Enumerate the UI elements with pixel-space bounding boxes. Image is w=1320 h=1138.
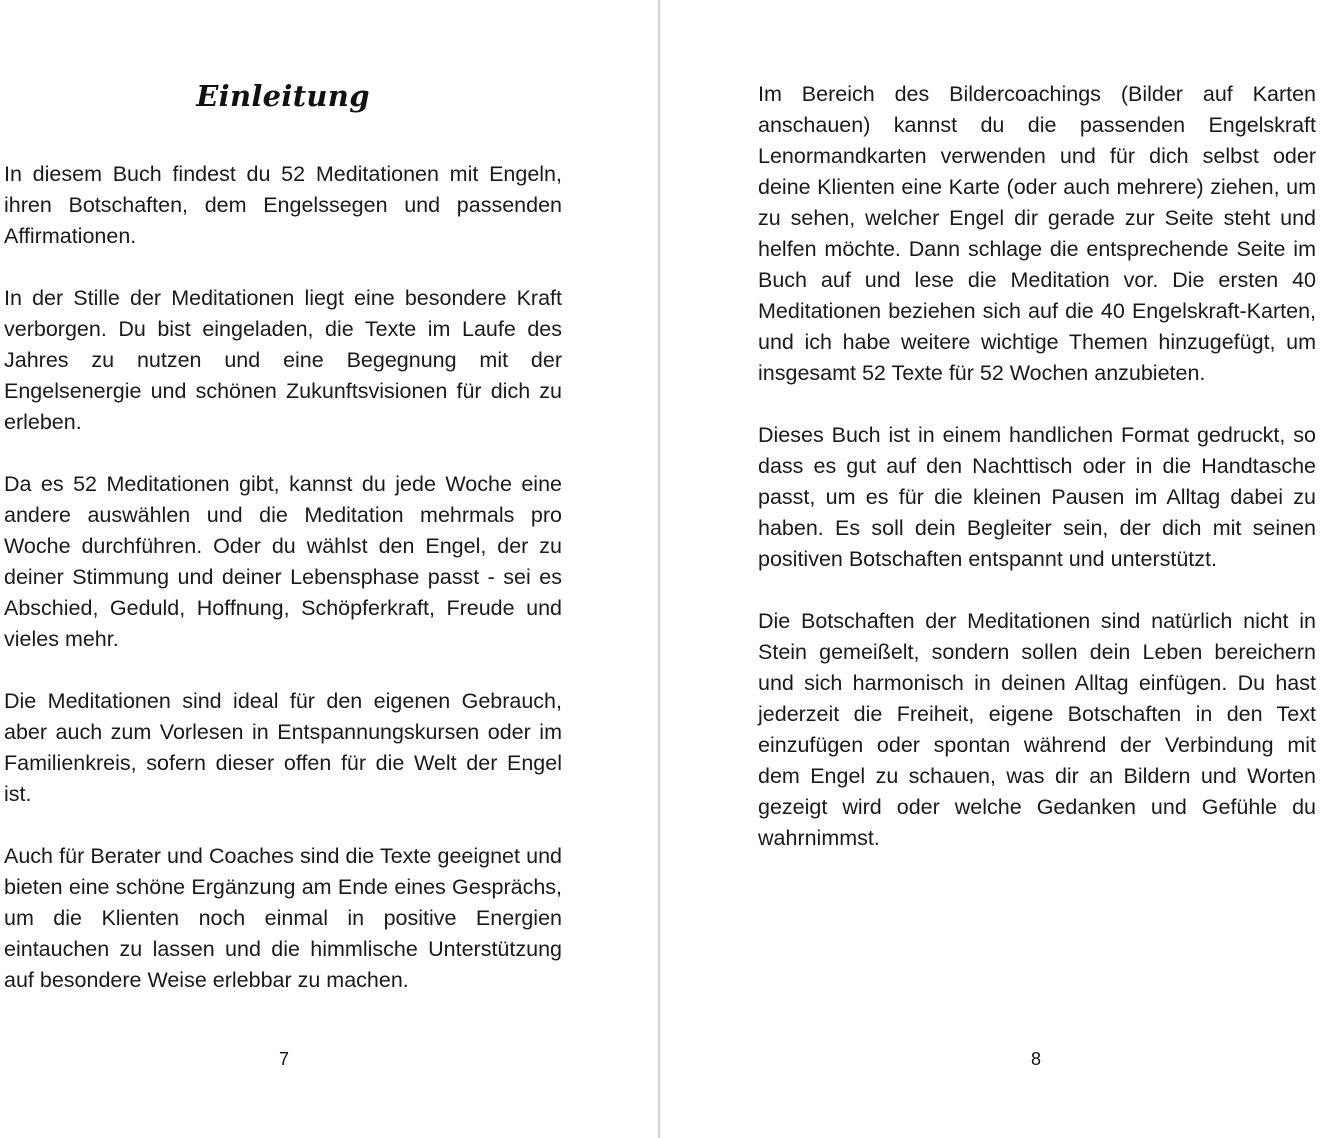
- right-page-body: [758, 79, 1316, 885]
- paragraph: In diesem Buch findest du 52 Meditationen mit Engeln, ihren Botschaften, dem Engelssegen und passenden Affirmationen.: [4, 162, 562, 248]
- paragraph: Auch für Berater und Coaches sind die Texte geeignet und bieten eine schöne Ergänzung am Ende eines Gesprächs, um die Klienten noch einmal in positive Energien eintauchen zu lassen und die himmlische Unterstützung auf besondere Weise erlebbar zu machen.: [4, 844, 562, 992]
- page-number-left: 7: [278, 1049, 289, 1069]
- left-page-body: [4, 159, 562, 1027]
- paragraph: Die Meditationen sind ideal für den eigenen Gebrauch, aber auch zum Vorlesen in Entspannungskursen oder im Familienkreis, sofern dieser offen für die Welt der Engel ist.: [4, 689, 562, 806]
- page-divider: [658, 0, 660, 1138]
- paragraph: Im Bereich des Bildercoachings (Bilder auf Karten anschauen) kannst du die passenden Engelskraft Lenormandkarten verwenden und für dich selbst oder deine Klienten eine Karte (oder auch mehrere) ziehen, um zu sehen, welcher Engel dir gerade zur Seite steht und helfen möchte. Dann schlage die entsprechende Seite im Buch auf und lese die Meditation vor. Die ersten 40 Meditationen beziehen sich auf die 40 Engelskraft-Karten, und ich habe weitere wichtige Themen hinzugefügt, um insgesamt 52 Texte für 52 Wochen anzubieten.: [758, 82, 1316, 385]
- chapter-title: Einleitung: [196, 79, 370, 113]
- paragraph: Da es 52 Meditationen gibt, kannst du jede Woche eine andere auswählen und die Meditation mehrmals pro Woche durchführen. Oder du wählst den Engel, der zu deiner Stimmung und deiner Lebensphase passt - sei es Abschied, Geduld, Hoffnung, Schöpferkraft, Freude und vieles mehr.: [4, 472, 562, 651]
- page-number-right: 8: [1030, 1049, 1041, 1069]
- paragraph: In der Stille der Meditationen liegt eine besondere Kraft verborgen. Du bist eingeladen, die Texte im Laufe des Jahres zu nutzen und eine Begegnung mit der Engelsenergie und schönen Zukunftsvisionen für dich zu erleben.: [4, 286, 562, 434]
- paragraph: Die Botschaften der Meditationen sind natürlich nicht in Stein gemeißelt, sondern sollen dein Leben bereichern und sich harmonisch in deinen Alltag einfügen. Du hast jederzeit die Freiheit, eigene Botschaften in den Text einzufügen oder spontan während der Verbindung mit dem Engel zu schauen, was dir an Bildern und Worten gezeigt wird oder welche Gedanken und Gefühle du wahrnimmst.: [758, 609, 1316, 850]
- paragraph: Dieses Buch ist in einem handlichen Format gedruckt, so dass es gut auf den Nachttisch oder in die Handtasche passt, um es für die kleinen Pausen im Alltag dabei zu haben. Es soll dein Begleiter sein, der dich mit seinen positiven Botschaften entspannt und unterstützt.: [758, 423, 1316, 571]
- right-page: [661, 0, 1320, 1138]
